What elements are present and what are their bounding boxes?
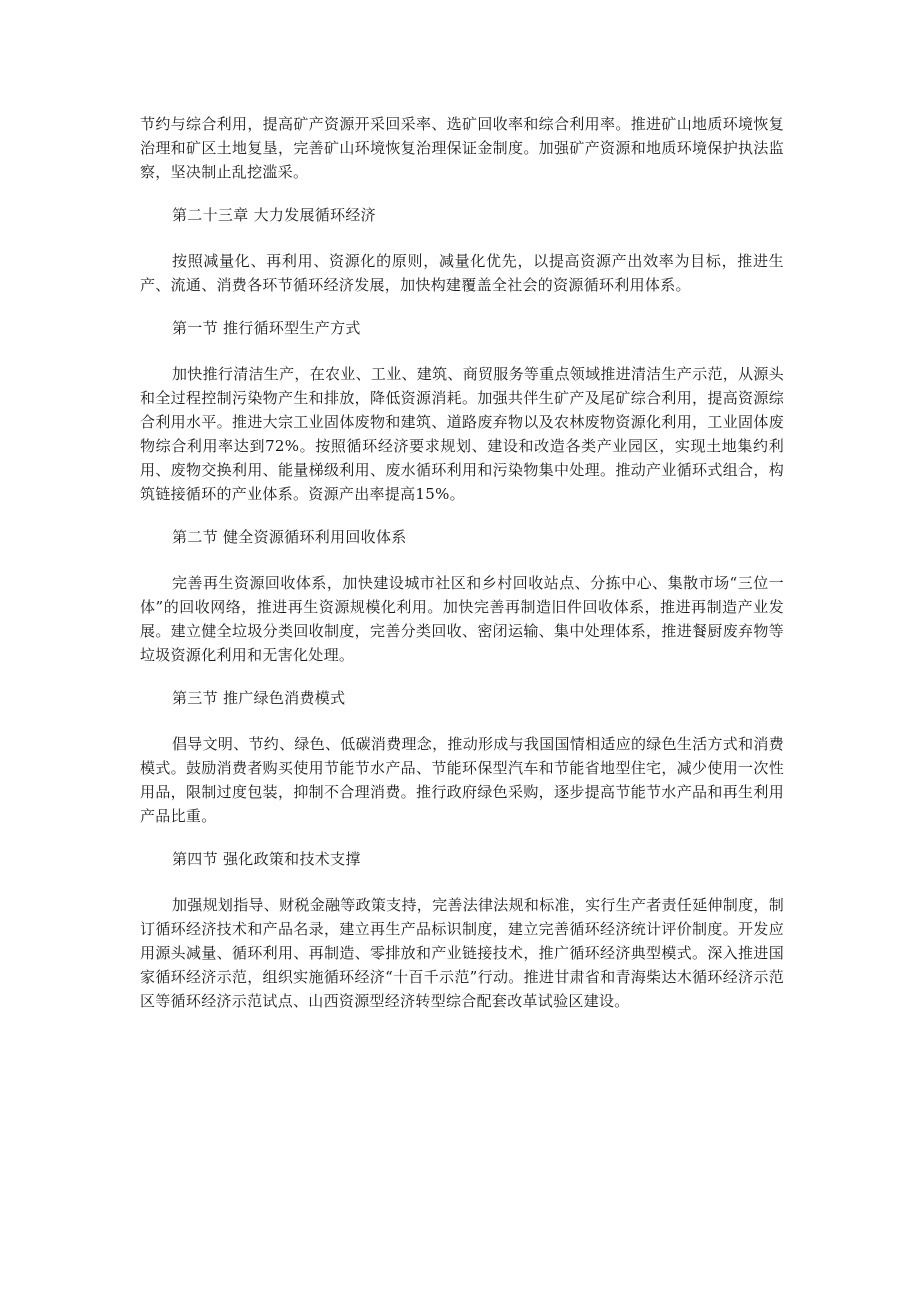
section-4-body: 加强规划指导、财税金融等政策支持，完善法律法规和标准，实行生产者责任延伸制度，制订循环经济技术和产品名录，建立再生产品标识制度，建立完善循环经济统计评价制度。开发应用源头减量、循环利用、再制造、零排放和产业链接技术，推广循环经济典型模式。深入推进国家循环经济示范，组织实施循环经济“十百千示范”行动。推进甘肃省和青海柴达木循环经济示范区等循环经济示范试点、山西资源型经济转型综合配套改革试验区建设。	[140, 896, 785, 1010]
section-1-body: 加快推行清洁生产，在农业、工业、建筑、商贸服务等重点领域推进清洁生产示范，从源头和全过程控制污染物产生和排放，降低资源消耗。加强共伴生矿产及尾矿综合利用，提高资源综合利用水平。推进大宗工业固体废物和建筑、道路废弃物以及农林废物资源化利用，工业固体废物综合利用率达到72%。按照循环经济要求规划、建设和改造各类产业园区，实现土地集约利用、废物交换利用、能量梯级利用、废水循环利用和污染物集中处理。推动产业循环式组合，构筑链接循环的产业体系。资源产出率提高15%。	[140, 365, 785, 503]
section-2-body: 完善再生资源回收体系，加快建设城市社区和乡村回收站点、分拣中心、集散市场“三位一体”的回收网络，推进再生资源规模化利用。加快完善再制造旧件回收体系，推进再制造产业发展。建立健全垃圾分类回收制度，完善分类回收、密闭运输、集中处理体系，推进餐厨废弃物等垃圾资源化利用和无害化处理。	[140, 574, 784, 664]
document-page	[140, 112, 784, 1013]
chapter-title: 第二十三章 大力发展循环经济	[172, 206, 376, 224]
chapter-intro-paragraph: 按照减量化、再利用、资源化的原则，减量化优先，以提高资源产出效率为目标，推进生产、流通、消费各环节循环经济发展，加快构建覆盖全社会的资源循环利用体系。	[140, 252, 784, 294]
section-3-body: 倡导文明、节约、绿色、低碳消费理念，推动形成与我国国情相适应的绿色生活方式和消费模式。鼓励消费者购买使用节能节水产品、节能环保型汽车和节能省地型住宅，减少使用一次性用品，限制过度包装，抑制不合理消费。推行政府绿色采购，逐步提高节能节水产品和再生利用产品比重。	[140, 735, 785, 825]
section-4-title: 第四节 强化政策和技术支撑	[172, 850, 361, 868]
section-3-title: 第三节 推广绿色消费模式	[172, 689, 346, 707]
section-1-title: 第一节 推行循环型生产方式	[172, 319, 361, 337]
intro-paragraph: 节约与综合利用，提高矿产资源开采回采率、选矿回收率和综合利用率。推进矿山地质环境恢复治理和矿区土地复垦，完善矿山环境恢复治理保证金制度。加强矿产资源和地质环境保护执法监察，坚决制止乱挖滥采。	[140, 115, 784, 181]
section-2-title: 第二节 健全资源循环利用回收体系	[172, 528, 407, 546]
